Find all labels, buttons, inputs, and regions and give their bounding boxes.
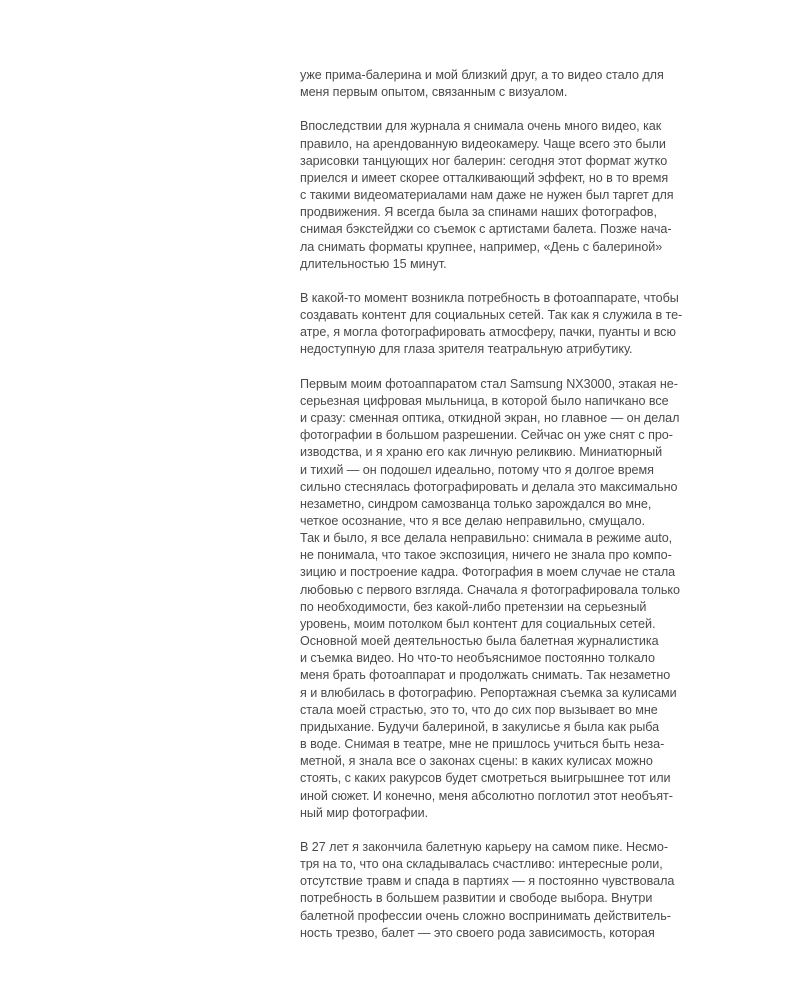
text-line: в воде. Снимая в театре, мне не пришлось учиться быть неза- <box>300 737 665 752</box>
text-line: приелся и имеет скорее отталкивающий эффект, но в то время <box>300 170 669 185</box>
text-line: правило, на арендованную видеокамеру. Чаще всего это были <box>300 136 666 151</box>
text-line: балетной профессии очень сложно воспринимать действитель- <box>300 908 671 923</box>
text-line: Впоследствии для журнала я снимала очень много видео, как <box>300 119 662 134</box>
body-text-column <box>300 67 700 959</box>
text-line: тря на то, что она складывалась счастливо: интересные роли, <box>300 857 663 872</box>
text-line: снимая бэкстейджи со съемок с артистами балета. Позже нача- <box>300 222 672 237</box>
text-line: и съемка видео. Но что-то необъяснимое постоянно толкало <box>300 651 655 666</box>
paragraph-2 <box>300 118 700 272</box>
text-line: зицию и построение кадра. Фотография в моем случае не стала <box>300 565 676 580</box>
text-line: недоступную для глаза зрителя театральную атрибутику. <box>300 342 633 357</box>
text-line: не понимала, что такое экспозиция, ничего не знала про компо- <box>300 548 672 563</box>
text-line: ла снимать форматы крупнее, например, «День с балериной» <box>300 239 663 254</box>
paragraph-6 <box>300 839 700 942</box>
text-line: длительностью 15 минут. <box>300 256 447 271</box>
text-line: четкое осознание, что я все делаю неправильно, смущало. <box>300 514 646 529</box>
text-line: придыхание. Будучи балериной, в закулисье я была как рыба <box>300 719 660 734</box>
text-line: стала моей страстью, это то, что до сих пор вызывает во мне <box>300 702 658 717</box>
text-line: изводства, и я храню его как личную реликвию. Миниатюрный <box>300 445 663 460</box>
text-line: меня брать фотоаппарат и продолжать снимать. Так незаметно <box>300 668 671 683</box>
text-line: Так и было, я все делала неправильно: снимала в режиме auto, <box>300 531 673 546</box>
text-line: уже прима-балерина и мой близкий друг, а то видео стало для <box>300 68 664 82</box>
text-line: фотографии в большом разрешении. Сейчас он уже снят с про- <box>300 428 673 443</box>
text-line: Основной моей деятельностью была балетная журналистика <box>300 634 659 649</box>
text-line: незаметно, синдром самозванца только зарождался во мне, <box>300 496 652 511</box>
text-line: меня первым опытом, связанным с визуалом. <box>300 85 568 100</box>
text-line: я и влюбилась в фотографию. Репортажная съемка за кулисами <box>300 685 677 700</box>
text-line: по необходимости, без какой-либо претензии на серьезный <box>300 599 647 614</box>
text-line: уровень, моим потолком был контент для социальных сетей. <box>300 616 656 631</box>
text-line: любовью с первого взгляда. Сначала я фотографировала только <box>300 582 680 597</box>
paragraph-3 <box>300 290 700 359</box>
text-line: и тихий — он подошел идеально, потому что я долгое время <box>300 462 654 477</box>
text-line: В какой-то момент возникла потребность в фотоаппарате, чтобы <box>300 291 679 305</box>
text-line: отсутствие травм и спада в партиях — я постоянно чувствовала <box>300 874 675 889</box>
text-line: с такими видеоматериалами нам даже не нужен был таргет для <box>300 188 674 203</box>
paragraph-1 <box>300 67 700 101</box>
text-line: создавать контент для социальных сетей. Так как я служила в те- <box>300 308 683 323</box>
text-line: серьезная цифровая мыльница, в которой было напичкано все <box>300 393 669 408</box>
text-line: метной, я знала все о законах сцены: в каких кулисах можно <box>300 754 653 769</box>
text-line: зарисовки танцующих ног балерин: сегодня этот формат жутко <box>300 153 668 168</box>
text-line: атре, я могла фотографировать атмосферу, пачки, пуанты и всю <box>300 325 676 340</box>
paragraph-4 <box>300 376 700 530</box>
text-line: сильно стеснялась фотографировать и делала это максимально <box>300 479 678 494</box>
text-line: В 27 лет я закончила балетную карьеру на самом пике. Несмо- <box>300 839 668 854</box>
text-line: Первым моим фотоаппаратом стал Samsung NX3000, этакая не- <box>300 376 678 391</box>
text-line: ный мир фотографии. <box>300 805 429 820</box>
text-line: продвижения. Я всегда была за спинами наших фотографов, <box>300 205 657 220</box>
text-line: ность трезво, балет — это своего рода зависимость, которая <box>300 925 655 940</box>
text-line: и сразу: сменная оптика, откидной экран, но главное — он делал <box>300 411 680 426</box>
text-line: стоять, с каких ракурсов будет смотреться выигрышнее тот или <box>300 771 671 786</box>
paragraph-5 <box>300 530 700 822</box>
text-line: потребность в большем развитии и свободе выбора. Внутри <box>300 891 653 906</box>
text-line: иной сюжет. И конечно, меня абсолютно поглотил этот необъят- <box>300 788 673 803</box>
